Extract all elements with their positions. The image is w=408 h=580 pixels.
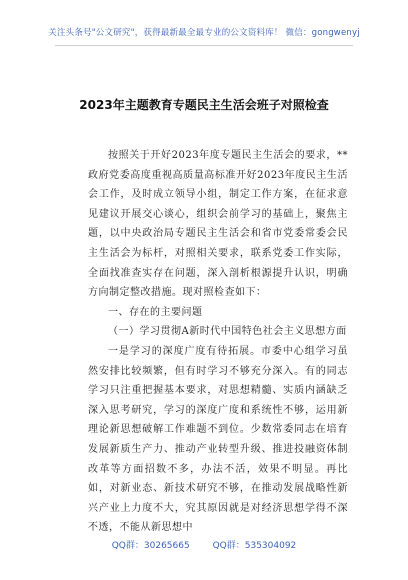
document-title: 2023年主题教育专题民主生活会班子对照检查 [79,98,329,112]
header-divider [55,45,353,46]
document-body [88,146,348,538]
footer-qq-group-2: QQ群：535304092 [212,541,297,551]
section-heading: 一、存在的主要问题 [108,306,203,318]
footer-contacts [0,538,408,551]
header-note: 关注头条号"公文研究"，获得最新最全最专业的公文资料库！ 微信：gongwenyj [48,28,360,38]
body-paragraph: 一是学习的深度广度有待拓展。市委中心组学习虽然安排比较频繁，但有时学习不够充分深入。有的同志学习只注重把握基本要求，对思想精髓、实质内涵缺乏深入思考研究，学习的深度广度和系统性不够，运用新理论新思想破解工作难题不到位。少数常委同志在培育发展新质生产力、推动产业转型升级、推进投融资体制改革等方面招数不多，办法不活，效果不明显。再比如，对新业态、新技术研究不够，在推动发展战略性新兴产业上力度不大，究其原因就是对经济思想学得不深不透，不能从新思想中 [88,345,348,534]
footer-qq-group-1: QQ群：30265665 [111,541,190,551]
intro-paragraph: 按照关于开好2023年度专题民主生活会的要求，**政府党委高度重视高质量高标准开好2023年度民主生活会工作，及时成立领导小组，制定工作方案，在征求意见建议开展交心谈心，组织会前学习的基础上，聚焦主题，以中央政治局专题民主生活会和省市党委常委会民主生活会为标杆，对照相关要求，联系党委工作实际，全面找准查实存在问题，深入剖析根源提升认识，明确方向制定整改措施。现对照检查如下： [88,150,348,299]
subsection-heading: （一）学习贯彻A新时代中国特色社会主义思想方面 [108,326,347,338]
